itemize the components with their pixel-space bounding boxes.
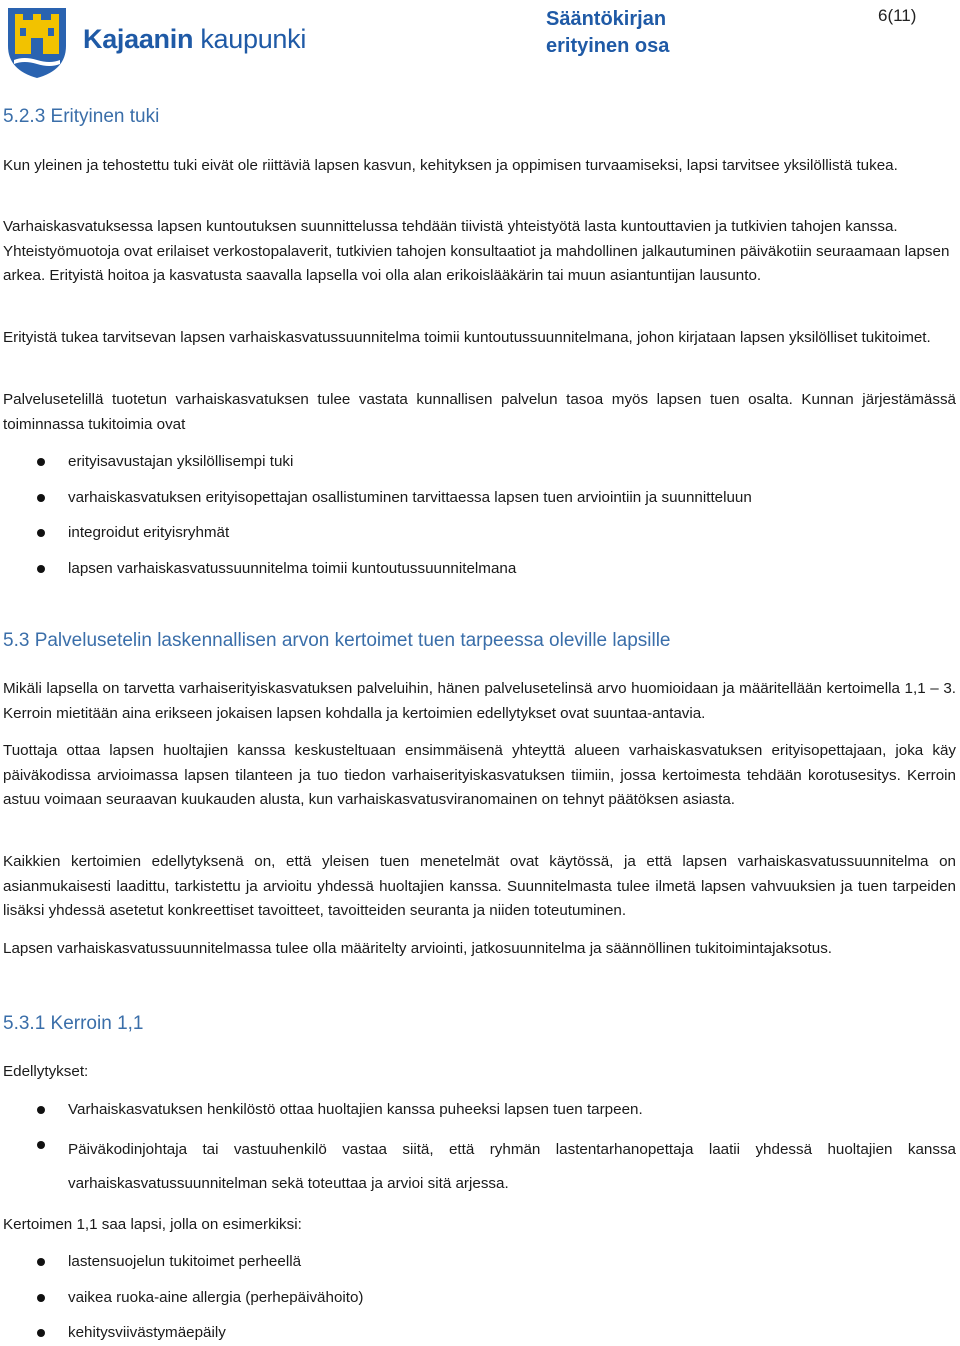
bullet-icon [37,1294,45,1302]
list-item: varhaiskasvatuksen erityisopettajan osallistuminen tarvittaessa lapsen tuen arviointiin ja suunnitteluun [68,489,752,506]
paragraph: Erityistä tukea tarvitsevan lapsen varhaiskasvatussuunnitelma toimii kuntoutussuunnitelmana, johon kirjataan lapsen yksilölliset tukitoimet. [3,329,931,346]
examples-label: Kertoimen 1,1 saa lapsi, jolla on esimerkiksi: [3,1216,302,1233]
document-title-line2: erityinen osa [546,35,670,57]
bullet-icon [37,458,45,466]
list-item: vaikea ruoka-aine allergia (perhepäivähoito) [68,1289,364,1306]
brand-name [83,24,306,55]
brand-name-rest: kaupunki [200,24,307,54]
bullet-icon [37,1106,45,1114]
heading-5-3: 5.3 Palvelusetelin laskennallisen arvon kertoimet tuen tarpeessa oleville lapsille [3,630,671,651]
list-item: Päiväkodinjohtaja tai vastuuhenkilö vastaa siitä, että ryhmän lastentarhanopettaja laatii yhdessä huoltajien kanssa varhaiskasvatussuunnitelman sekä toteuttaa ja arvioi sitä arjessa. [68,1141,956,1192]
brand-name-bold: Kajaanin [83,24,194,54]
paragraph: Lapsen varhaiskasvatussuunnitelmassa tulee olla määritelty arviointi, jatkosuunnitelma ja säännöllinen tukitoimintajaksotus. [3,940,833,957]
paragraph: Tuottaja ottaa lapsen huoltajien kanssa keskusteltuaan ensimmäisenä yhteyttä alueen varhaiskasvatuksen erityisopettajaan, joka käy päiväkodissa arvioimassa lapsen tilanteen ja tuo tiedon varhaiserityiskasvatuksen tiimiin, jossa kertoimesta tehdään korotusesitys. Kerroin astuu voimaan seuraavan kuukauden alusta, kun varhaiskasvatusviranomainen on tehnyt päätöksen asiasta. [3,742,956,808]
coat-of-arms-icon [6,6,68,80]
document-title-line1: Sääntökirjan [546,8,667,30]
list-item: lastensuojelun tukitoimet perheellä [68,1253,302,1270]
bullet-icon [37,1329,45,1337]
list-item: erityisavustajan yksilöllisempi tuki [68,453,294,470]
bullet-icon [37,529,45,537]
paragraph: Kun yleinen ja tehostettu tuki eivät ole riittäviä lapsen kasvun, kehityksen ja oppimisen turvaamiseksi, lapsi tarvitsee yksilöllistä tukea. [3,157,898,174]
paragraph: Palvelusetelillä tuotetun varhaiskasvatuksen tulee vastata kunnallisen palvelun tasoa myös lapsen tuen osalta. Kunnan järjestämässä toiminnassa tukitoimia ovat [3,391,956,433]
edellytykset-label: Edellytykset: [3,1063,89,1080]
heading-5-2-3: 5.2.3 Erityinen tuki [3,106,160,127]
bullet-icon [37,1141,45,1149]
list-item: lapsen varhaiskasvatussuunnitelma toimii kuntoutussuunnitelmana [68,560,517,577]
paragraph: Kaikkien kertoimien edellytyksenä on, että yleisen tuen menetelmät ovat käytössä, ja että lapsen varhaiskasvatussuunnitelma on asianmukaisesti laadittu, tarkistettu ja arvioitu yhdessä huoltajien kanssa. Suunnitelmasta tulee ilmetä lapsen vahvuuksien ja tuen tarpeiden lisäksi yhdessä asetetut konkreettiset tavoitteet, tavoitteiden seuranta ja niiden toteutuminen. [3,853,956,919]
document-title [546,6,669,60]
page-number: 6(11) [878,6,917,25]
paragraph: Mikäli lapsella on tarvetta varhaiserityiskasvatuksen palveluihin, hänen palvelusetelinsä arvo huomioidaan ja määritellään kertoimella 1,1 – 3. Kerroin mietitään aina erikseen jokaisen lapsen kohdalla ja kertoimien edellytykset ovat suuntaa-antavia. [3,680,956,722]
list-item: integroidut erityisryhmät [68,524,230,541]
bullet-icon [37,1258,45,1266]
list-item: Varhaiskasvatuksen henkilöstö ottaa huoltajien kanssa puheeksi lapsen tuen tarpeen. [68,1101,643,1118]
heading-5-3-1: 5.3.1 Kerroin 1,1 [3,1013,144,1034]
list-item: kehitysviivästymäepäily [68,1324,226,1341]
bullet-icon [37,565,45,573]
paragraph: Varhaiskasvatuksessa lapsen kuntoutuksen suunnittelussa tehdään tiivistä yhteistyötä lasta kuntouttavien ja tutkivien tahojen kanssa. Yhteistyömuotoja ovat erilaiset verkostopalaverit, tutkivien tahojen konsultaatiot ja mahdollinen jalkautuminen päiväkotiin seuraamaan lapsen arkea. Erityistä hoitoa ja kasvatusta saavalla lapsella voi olla alan erikoislääkärin tai muun asiantuntijan lausunto. [3,218,950,284]
bullet-icon [37,494,45,502]
